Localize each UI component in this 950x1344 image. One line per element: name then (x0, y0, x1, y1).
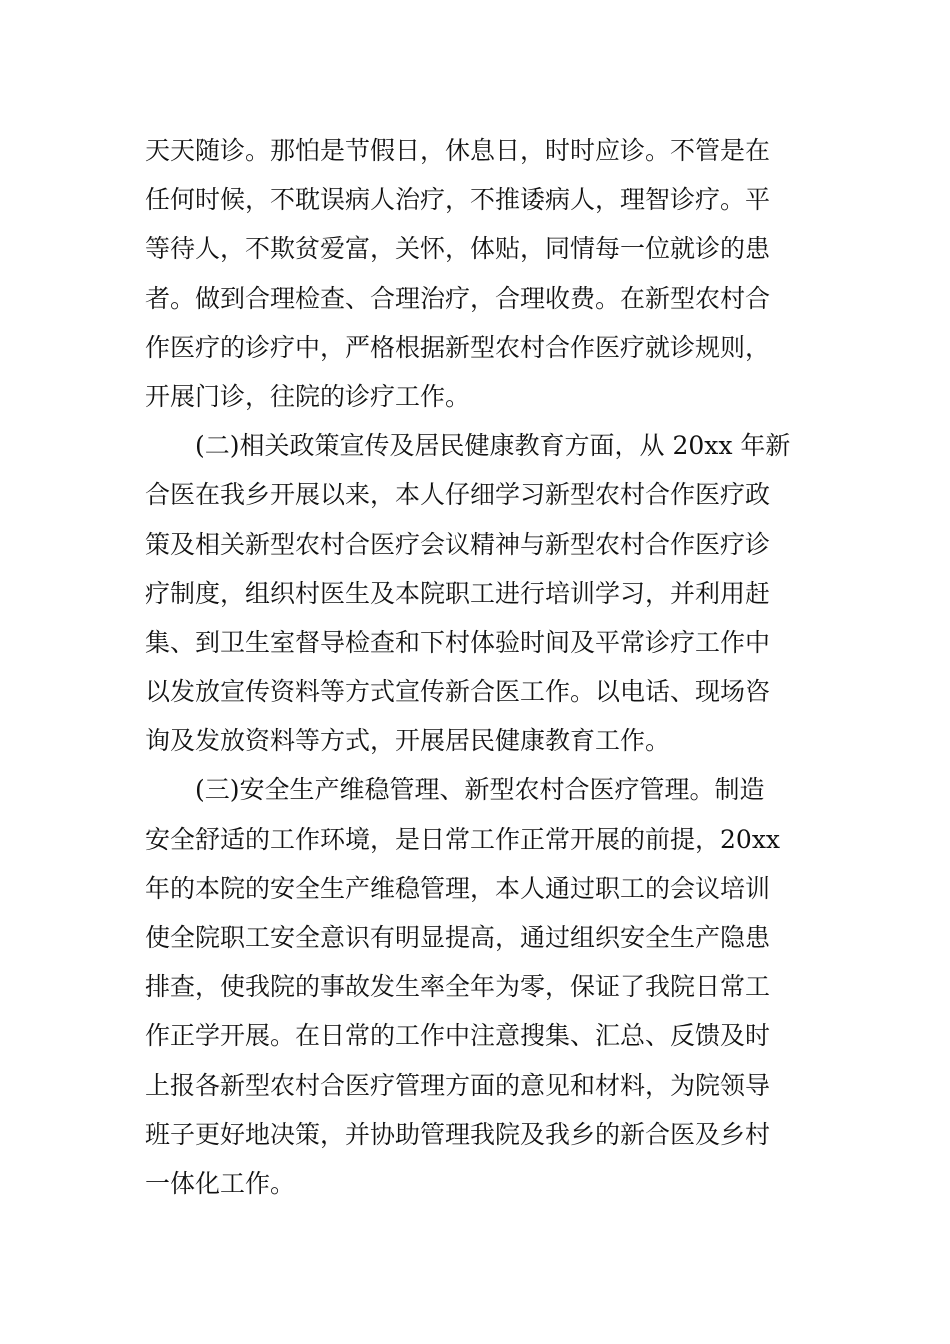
text-line: 一体化工作。 (145, 1168, 296, 1198)
paragraph-2 (145, 421, 810, 765)
text-line: 者。做到合理检查、合理治疗，合理收费。在新型农村合 (145, 283, 771, 313)
text-line: 任何时候，不耽误病人治疗，不推诿病人，理智诊疗。平 (145, 185, 771, 215)
text-line: 作正学开展。在日常的工作中注意搜集、汇总、反馈及时 (145, 1021, 771, 1051)
text-line: 集、到卫生室督导检查和下村体验时间及平常诊疗工作中 (145, 627, 771, 657)
text-line: 班子更好地决策，并协助管理我院及我乡的新合医及乡村 (145, 1119, 771, 1149)
text-line: 年的本院的安全生产维稳管理，本人通过职工的会议培训 (145, 873, 771, 903)
text-line: (三)安全生产维稳管理、新型农村合医疗管理。制造 (195, 775, 765, 805)
text-line: 排查，使我院的事故发生率全年为零，保证了我院日常工 (145, 972, 771, 1002)
text-line: 合医在我乡开展以来，本人仔细学习新型农村合作医疗政 (145, 480, 771, 510)
document-body (145, 126, 810, 1208)
paragraph-3 (145, 765, 810, 1208)
text-line: 安全舒适的工作环境，是日常工作正常开展的前提，20xx (145, 824, 781, 854)
text-line: (二)相关政策宣传及居民健康教育方面，从 20xx 年新 (195, 431, 791, 461)
paragraph-1 (145, 126, 810, 421)
text-line: 天天随诊。那怕是节假日，休息日，时时应诊。不管是在 (145, 136, 771, 165)
text-line: 作医疗的诊疗中，严格根据新型农村合作医疗就诊规则， (145, 332, 771, 362)
text-line: 询及发放资料等方式，开展居民健康教育工作。 (145, 726, 671, 756)
text-line: 等待人，不欺贫爱富，关怀，体贴，同情每一位就诊的患 (145, 234, 771, 264)
text-line: 使全院职工安全意识有明显提高，通过组织安全生产隐患 (145, 923, 771, 952)
text-line: 上报各新型农村合医疗管理方面的意见和材料，为院领导 (145, 1070, 771, 1100)
text-line: 疗制度，组织村医生及本院职工进行培训学习，并利用赶 (145, 578, 771, 608)
text-line: 开展门诊，往院的诊疗工作。 (145, 381, 471, 411)
text-line: 以发放宣传资料等方式宣传新合医工作。以电话、现场咨 (145, 677, 771, 707)
text-line: 策及相关新型农村合医疗会议精神与新型农村合作医疗诊 (145, 529, 771, 559)
